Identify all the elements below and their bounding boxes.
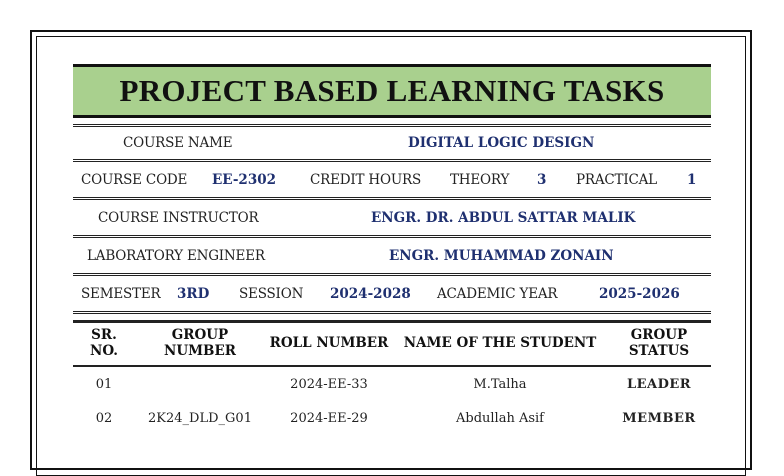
table-row — [73, 401, 711, 435]
credit-hours-label: CREDIT HOURS — [310, 171, 422, 188]
header-student-name: NAME OF THE STUDENT — [393, 322, 607, 367]
cell-group: 2K24_DLD_G01 — [148, 410, 252, 426]
header-group-status: GROUP STATUS — [607, 322, 711, 367]
session-label: SESSION — [239, 285, 304, 302]
cell-sr: 01 — [95, 376, 113, 392]
course-code-label: COURSE CODE — [81, 171, 188, 188]
table-row — [73, 366, 711, 401]
header-group-number: GROUP NUMBER — [135, 322, 265, 367]
lab-engineer-value: ENGR. MUHAMMAD ZONAIN — [389, 247, 614, 264]
table-header-row — [73, 322, 711, 367]
course-code-row — [73, 162, 711, 200]
students-table — [73, 320, 711, 435]
instructor-value: ENGR. DR. ABDUL SATTAR MALIK — [371, 209, 636, 226]
cell-sr: 02 — [95, 410, 113, 426]
cell-name: Abdullah Asif — [455, 410, 544, 426]
cell-name: M.Talha — [473, 376, 527, 392]
theory-value: 3 — [537, 171, 547, 188]
header-sr-no: SR. NO. — [73, 322, 135, 367]
instructor-label: COURSE INSTRUCTOR — [98, 209, 259, 226]
cell-roll: 2024-EE-29 — [290, 410, 368, 426]
course-code-value: EE-2302 — [212, 171, 277, 188]
academic-year-value: 2025-2026 — [599, 285, 680, 302]
course-name-row — [73, 124, 711, 162]
semester-row — [73, 276, 711, 314]
semester-label: SEMESTER — [81, 285, 161, 302]
document-content — [73, 64, 711, 435]
practical-value: 1 — [687, 171, 697, 188]
practical-label: PRACTICAL — [576, 171, 657, 188]
cell-roll: 2024-EE-33 — [290, 376, 368, 392]
course-name-value: DIGITAL LOGIC DESIGN — [408, 135, 595, 151]
instructor-row — [73, 200, 711, 238]
cell-status: LEADER — [626, 376, 692, 392]
title-banner — [73, 64, 711, 118]
page-title: PROJECT BASED LEARNING TASKS — [119, 73, 665, 108]
course-name-label: COURSE NAME — [123, 135, 233, 151]
lab-engineer-row — [73, 238, 711, 276]
theory-label: THEORY — [450, 171, 510, 188]
header-roll-number: ROLL NUMBER — [265, 322, 393, 367]
semester-value: 3RD — [177, 285, 210, 302]
academic-year-label: ACADEMIC YEAR — [437, 285, 558, 302]
session-value: 2024-2028 — [330, 285, 411, 302]
lab-engineer-label: LABORATORY ENGINEER — [87, 247, 265, 264]
cell-status: MEMBER — [622, 410, 696, 426]
cell-group — [135, 366, 265, 401]
